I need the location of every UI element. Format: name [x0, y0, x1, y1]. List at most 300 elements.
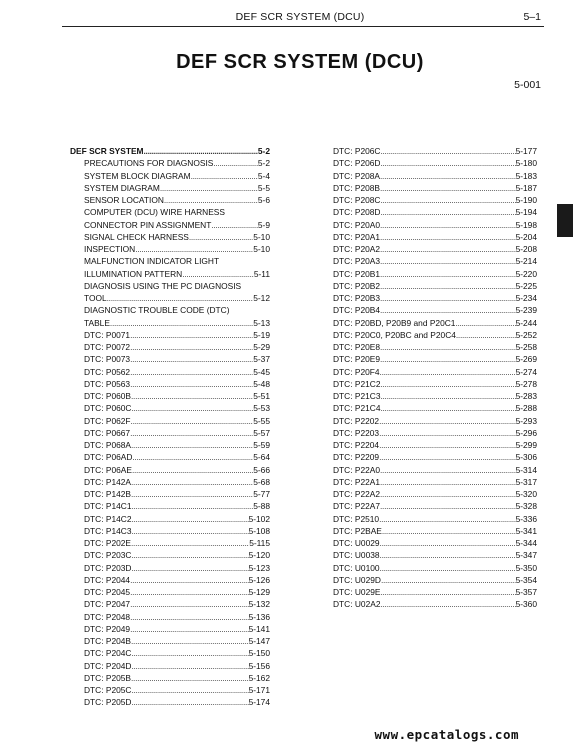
- toc-dot-leader: [131, 562, 248, 574]
- toc-entry-page: 5-150: [248, 648, 270, 659]
- toc-entry-page: 5-288: [515, 403, 537, 414]
- toc-entry[interactable]: [70, 500, 270, 512]
- toc-entry-page: 5-51: [253, 391, 270, 401]
- toc-entry-page: 5-234: [515, 293, 537, 303]
- toc-entry-label: DTC: P208B: [333, 182, 381, 193]
- toc-entry-label: DTC: U0038: [333, 550, 380, 561]
- toc-dot-leader: [380, 182, 516, 194]
- toc-dot-leader: [160, 182, 258, 194]
- toc-entry-label: SIGNAL CHECK HARNESS: [84, 231, 189, 242]
- toc-entry-page: 5-296: [515, 427, 537, 438]
- toc-entry-page: 5-187: [515, 182, 537, 193]
- toc-entry[interactable]: [70, 255, 270, 267]
- toc-entry-label: DTC: P203D: [84, 562, 132, 573]
- toc-dot-leader: [380, 562, 516, 574]
- toc-dot-leader: [380, 353, 516, 365]
- toc-entry[interactable]: [333, 206, 537, 218]
- toc-entry-page: 5-123: [248, 562, 270, 573]
- toc-entry[interactable]: [333, 464, 537, 476]
- toc-entry-page: 5-126: [248, 574, 270, 585]
- toc-dot-leader: [130, 378, 253, 390]
- toc-entry[interactable]: [333, 280, 537, 292]
- toc-entry[interactable]: [70, 243, 270, 255]
- toc-entry-label: DTC: P2BAE: [333, 525, 382, 536]
- toc-entry-label: COMPUTER (DCU) WIRE HARNESS: [84, 207, 225, 218]
- toc-entry[interactable]: [70, 390, 270, 402]
- toc-entry-label: DTC: P20A1: [333, 231, 381, 242]
- toc-entry[interactable]: [333, 598, 537, 610]
- toc-entry-label: DTC: P208A: [333, 170, 381, 181]
- toc-entry-page: 5-141: [248, 623, 270, 634]
- toc-entry-page: 5-5: [257, 182, 270, 193]
- toc-entry-page: 5-306: [515, 452, 537, 463]
- toc-entry[interactable]: [333, 329, 537, 341]
- toc-dot-leader: [131, 439, 253, 451]
- toc-entry[interactable]: [333, 451, 537, 463]
- toc-entry-page: 5-198: [515, 219, 537, 230]
- toc-entry-label: DTC: U02A2: [333, 599, 381, 610]
- toc-entry-label: DTC: P20BD, P20B9 and P20C1: [333, 317, 456, 328]
- toc-entry-label: DTC: P2209: [333, 452, 380, 463]
- toc-entry-label: DTC: P2204: [333, 440, 380, 450]
- toc-entry-label: DTC: P2202: [333, 415, 380, 426]
- toc-entry-label: DTC: P205D: [84, 697, 132, 708]
- toc-entry-page: 5-59: [253, 440, 270, 450]
- toc-entry-label: DTC: P2510: [333, 513, 380, 524]
- toc-entry-label: DTC: P21C4: [333, 403, 381, 414]
- toc-dot-leader: [380, 206, 515, 218]
- toc-entry-label: DTC: P14C2: [84, 513, 132, 524]
- toc-entry-label: DTC: P06AD: [84, 452, 133, 463]
- toc-entry[interactable]: [70, 206, 270, 218]
- toc-entry-label: DTC: P22A1: [333, 476, 381, 487]
- toc-entry-page: 5-328: [515, 501, 537, 512]
- toc-entry-page: 5-214: [515, 256, 537, 267]
- toc-entry-page: 5-317: [515, 476, 537, 487]
- toc-entry-page: 5-194: [515, 207, 537, 218]
- toc-entry[interactable]: [70, 317, 270, 329]
- toc-entry-label: DTC: P203C: [84, 550, 132, 561]
- toc-dot-leader: [380, 219, 516, 231]
- toc-entry-label: DTC: U0029: [333, 538, 380, 548]
- toc-entry[interactable]: [333, 402, 537, 414]
- toc-entry[interactable]: [70, 488, 270, 500]
- toc-entry[interactable]: [70, 562, 270, 574]
- toc-entry-page: 5-156: [248, 660, 270, 671]
- toc-dot-leader: [131, 647, 248, 659]
- toc-entry-label: DTC: P205B: [84, 672, 132, 683]
- toc-dot-leader: [131, 660, 248, 672]
- toc-dot-leader: [130, 341, 253, 353]
- toc-entry-label: DTC: P0071: [84, 329, 131, 340]
- chapter-side-tab: [557, 204, 573, 237]
- toc-entry[interactable]: [70, 329, 270, 341]
- toc-entry-label: DTC: P2047: [84, 599, 131, 610]
- toc-entry[interactable]: [333, 170, 537, 182]
- toc-entry-label: DTC: P20F4: [333, 366, 380, 377]
- toc-entry[interactable]: [70, 635, 270, 647]
- toc-entry-page: 5-336: [515, 513, 537, 524]
- toc-dot-leader: [132, 451, 253, 463]
- toc-entry[interactable]: [70, 366, 270, 378]
- toc-entry-page: 5-278: [515, 378, 537, 389]
- toc-entry-label: DTC: P0072: [84, 342, 131, 352]
- toc-entry[interactable]: [333, 574, 537, 586]
- toc-dot-leader: [130, 598, 248, 610]
- toc-entry[interactable]: [333, 145, 537, 157]
- toc-entry-page: 5-274: [515, 366, 537, 377]
- toc-entry-page: 5-252: [515, 329, 537, 340]
- toc-entry-page: 5-11: [253, 268, 270, 279]
- toc-dot-leader: [379, 451, 515, 463]
- toc-entry[interactable]: [70, 415, 270, 427]
- toc-dot-leader: [381, 574, 516, 586]
- toc-entry[interactable]: [333, 255, 537, 267]
- toc-entry-label: DTC: P20A3: [333, 256, 381, 267]
- toc-dot-leader: [380, 390, 515, 402]
- toc-dot-leader: [380, 194, 515, 206]
- toc-entry-page: 5-88: [253, 501, 270, 512]
- toc-entry-page: 5-320: [515, 489, 537, 499]
- toc-entry[interactable]: [70, 304, 270, 316]
- toc-entry[interactable]: [70, 341, 270, 353]
- toc-entry-label: DTC: P204C: [84, 648, 132, 659]
- toc-entry[interactable]: [70, 696, 270, 708]
- toc-entry-label: DTC: P20B4: [333, 305, 381, 316]
- toc-entry[interactable]: [333, 182, 537, 194]
- toc-entry[interactable]: [70, 574, 270, 586]
- toc-dot-leader: [379, 513, 515, 525]
- toc-dot-leader: [380, 402, 515, 414]
- toc-entry-label: DTC: P20E9: [333, 354, 381, 365]
- toc-entry-label: SENSOR LOCATION: [84, 195, 164, 205]
- toc-entry-page: 5-48: [253, 378, 270, 389]
- toc-entry-label: DTC: P202E: [84, 538, 132, 548]
- toc-dot-leader: [213, 157, 258, 169]
- toc-entry-label: TOOL: [84, 293, 107, 303]
- toc-entry[interactable]: [333, 341, 537, 353]
- toc-dot-leader: [135, 243, 253, 255]
- toc-entry-label: DTC: P20B2: [333, 280, 381, 291]
- toc-dot-leader: [211, 219, 258, 231]
- toc-entry-label: DTC: P0562: [84, 366, 131, 377]
- toc-entry-page: 5-12: [253, 293, 270, 303]
- toc-entry[interactable]: [70, 268, 270, 280]
- toc-entry-page: 5-120: [248, 550, 270, 561]
- toc-entry[interactable]: [70, 427, 270, 439]
- section-code: 5-001: [514, 79, 541, 91]
- toc-entry-label: DTC: P21C3: [333, 391, 381, 401]
- toc-entry-page: 5-190: [515, 195, 537, 205]
- toc-entry[interactable]: [70, 280, 270, 292]
- toc-entry-label: DTC: U0100: [333, 562, 380, 573]
- toc-dot-leader: [131, 390, 253, 402]
- toc-dot-leader: [131, 635, 249, 647]
- toc-entry[interactable]: [333, 219, 537, 231]
- toc-entry-page: 5-357: [515, 587, 537, 597]
- toc-dot-leader: [131, 476, 253, 488]
- toc-dot-leader: [380, 280, 516, 292]
- toc-entry-page: 5-354: [515, 574, 537, 585]
- toc-entry[interactable]: [70, 684, 270, 696]
- toc-entry-label: DTC: P0073: [84, 354, 131, 365]
- toc-entry-label: DTC: P20A0: [333, 219, 381, 230]
- toc-entry-label: PRECAUTIONS FOR DIAGNOSIS: [84, 158, 214, 169]
- toc-entry[interactable]: [333, 268, 537, 280]
- toc-entry-page: 5-136: [248, 611, 270, 622]
- toc-entry-label: TABLE: [84, 317, 110, 328]
- toc-entry-label: DTC: P2044: [84, 574, 131, 585]
- toc-entry[interactable]: [70, 537, 270, 549]
- toc-entry-page: 5-204: [515, 231, 537, 242]
- toc-entry-label: DTC: P2203: [333, 427, 380, 438]
- toc-entry[interactable]: [70, 170, 270, 182]
- toc-entry[interactable]: [70, 194, 270, 206]
- toc-entry-label: DIAGNOSIS USING THE PC DIAGNOSIS: [84, 280, 242, 291]
- toc-dot-leader: [130, 427, 253, 439]
- toc-entry-label: DTC: P14C3: [84, 525, 132, 536]
- toc-dot-leader: [130, 366, 253, 378]
- toc-entry[interactable]: [70, 476, 270, 488]
- toc-entry[interactable]: [70, 598, 270, 610]
- toc-dot-leader: [131, 684, 248, 696]
- toc-dot-leader: [131, 696, 248, 708]
- toc-dot-leader: [380, 304, 516, 316]
- toc-dot-leader: [130, 623, 248, 635]
- toc-entry-page: 5-183: [515, 170, 537, 181]
- toc-entry-page: 5-174: [248, 697, 270, 708]
- toc-entry-label: DTC: P208C: [333, 195, 381, 205]
- toc-dot-leader: [131, 672, 249, 684]
- toc-entry[interactable]: [333, 500, 537, 512]
- toc-dot-leader: [380, 255, 516, 267]
- toc-entry-label: DTC: P20E8: [333, 342, 381, 352]
- toc-dot-leader: [380, 586, 515, 598]
- toc-dot-leader: [107, 292, 254, 304]
- toc-entry-page: 5-2: [257, 146, 270, 156]
- toc-entry[interactable]: [70, 549, 270, 561]
- toc-entry[interactable]: [333, 304, 537, 316]
- toc-entry-page: 5-4: [257, 170, 270, 181]
- toc-entry-label: DTC: P142B: [84, 489, 132, 499]
- toc-entry-page: 5-10: [253, 244, 270, 254]
- toc-entry[interactable]: [333, 231, 537, 243]
- toc-entry[interactable]: [333, 415, 537, 427]
- toc-entry[interactable]: [333, 292, 537, 304]
- toc-entry-page: 5-225: [515, 280, 537, 291]
- toc-entry-label: DTC: P206C: [333, 146, 381, 156]
- toc-entry[interactable]: [333, 194, 537, 206]
- toc-dot-leader: [130, 574, 248, 586]
- toc-entry[interactable]: [333, 537, 537, 549]
- toc-entry[interactable]: [70, 378, 270, 390]
- toc-dot-leader: [380, 549, 516, 561]
- toc-entry-label: SYSTEM DIAGRAM: [84, 182, 160, 193]
- toc-dot-leader: [455, 317, 515, 329]
- toc-entry-page: 5-244: [515, 317, 537, 328]
- toc-entry-label: DTC: P2048: [84, 611, 131, 622]
- toc-entry-page: 5-299: [515, 440, 537, 450]
- toc-entry[interactable]: [70, 611, 270, 623]
- footer-watermark: www.epcatalogs.com: [374, 727, 519, 742]
- toc-entry[interactable]: [333, 525, 537, 537]
- toc-entry-label: DTC: P205C: [84, 685, 132, 695]
- toc-entry-label: DTC: P204D: [84, 660, 132, 671]
- toc-dot-leader: [380, 243, 516, 255]
- toc-entry-page: 5-239: [515, 305, 537, 316]
- toc-entry[interactable]: [70, 439, 270, 451]
- toc-entry-page: 5-258: [515, 342, 537, 352]
- toc-entry[interactable]: [70, 231, 270, 243]
- toc-entry-page: 5-6: [257, 195, 270, 205]
- toc-entry[interactable]: [333, 513, 537, 525]
- toc-entry[interactable]: [70, 402, 270, 414]
- toc-entry-page: 5-177: [515, 146, 537, 156]
- toc-entry-page: 5-208: [515, 244, 537, 254]
- toc-entry-label: DTC: P06AE: [84, 464, 132, 475]
- toc-entry-label: DTC: P22A0: [333, 464, 381, 475]
- toc-dot-leader: [382, 525, 516, 537]
- toc-entry-page: 5-37: [253, 354, 270, 365]
- toc-entry[interactable]: [70, 513, 270, 525]
- toc-entry-page: 5-77: [253, 489, 270, 499]
- toc-entry[interactable]: [333, 243, 537, 255]
- toc-entry-page: 5-347: [515, 550, 537, 561]
- toc-dot-leader: [130, 329, 253, 341]
- toc-entry-page: 5-220: [515, 268, 537, 279]
- toc-entry-label: DTC: U029D: [333, 574, 381, 585]
- toc-dot-leader: [380, 500, 516, 512]
- page-title: DEF SCR SYSTEM (DCU): [176, 51, 424, 73]
- toc-entry-page: 5-9: [257, 219, 270, 230]
- toc-dot-leader: [131, 549, 248, 561]
- toc-entry-page: 5-68: [253, 476, 270, 487]
- toc-entry-label: DTC: P21C2: [333, 378, 381, 389]
- toc-dot-leader: [380, 268, 516, 280]
- toc-dot-leader: [164, 194, 258, 206]
- toc-entry-label: DTC: P20B1: [333, 268, 381, 279]
- toc-entry-label: DTC: P0667: [84, 427, 131, 438]
- toc-dot-leader: [380, 488, 516, 500]
- toc-entry[interactable]: [70, 672, 270, 684]
- toc-entry[interactable]: [70, 451, 270, 463]
- toc-entry[interactable]: [70, 586, 270, 598]
- toc-entry-label: CONNECTOR PIN ASSIGNMENT: [84, 219, 212, 230]
- toc-entry[interactable]: [70, 219, 270, 231]
- toc-entry-page: 5-45: [253, 366, 270, 377]
- toc-entry[interactable]: [70, 623, 270, 635]
- toc-dot-leader: [379, 427, 515, 439]
- toc-entry[interactable]: [333, 562, 537, 574]
- toc-dot-leader: [380, 464, 516, 476]
- toc-entry-page: 5-10: [253, 231, 270, 242]
- toc-entry[interactable]: [70, 353, 270, 365]
- toc-entry[interactable]: [333, 549, 537, 561]
- toc-entry[interactable]: [333, 353, 537, 365]
- toc-entry[interactable]: [70, 157, 270, 169]
- running-header-title: DEF SCR SYSTEM (DCU): [235, 11, 365, 23]
- toc-entry[interactable]: [70, 525, 270, 537]
- toc-entry[interactable]: [70, 182, 270, 194]
- toc-entry-page: 5-350: [515, 562, 537, 573]
- toc-entry-label: DTC: P22A2: [333, 489, 381, 499]
- toc-entry-page: 5-64: [253, 452, 270, 463]
- toc-entry[interactable]: [333, 476, 537, 488]
- toc-entry-label: DTC: P204B: [84, 636, 132, 646]
- toc-dot-leader: [380, 231, 516, 243]
- toc-entry-label: MALFUNCTION INDICATOR LIGHT: [84, 256, 220, 267]
- toc-entry-page: 5-180: [515, 158, 537, 169]
- toc-entry-page: 5-53: [253, 403, 270, 414]
- toc-entry-page: 5-162: [248, 672, 270, 683]
- toc-entry[interactable]: [333, 427, 537, 439]
- toc-entry-label: DTC: P060B: [84, 391, 132, 401]
- toc-entry[interactable]: [333, 378, 537, 390]
- toc-dot-leader: [379, 439, 515, 451]
- toc-entry-page: 5-13: [253, 317, 270, 328]
- toc-entry[interactable]: [70, 660, 270, 672]
- toc-left-column: [70, 145, 270, 709]
- toc-dot-leader: [144, 145, 258, 157]
- toc-entry-label: DTC: P0563: [84, 378, 131, 389]
- toc-entry[interactable]: [333, 488, 537, 500]
- toc-dot-leader: [131, 513, 248, 525]
- toc-dot-leader: [130, 353, 253, 365]
- toc-dot-leader: [130, 586, 248, 598]
- toc-entry[interactable]: [333, 439, 537, 451]
- toc-entry-label: DTC: P20B3: [333, 293, 381, 303]
- toc-entry-page: 5-129: [248, 587, 270, 597]
- toc-entry-page: 5-115: [249, 538, 270, 548]
- toc-entry[interactable]: [70, 647, 270, 659]
- toc-entry-page: 5-57: [253, 427, 270, 438]
- running-header-page-number: 5–1: [523, 11, 541, 23]
- toc-entry-page: 5-132: [248, 599, 270, 610]
- toc-entry-label: DIAGNOSTIC TROUBLE CODE (DTC): [84, 305, 230, 316]
- toc-dot-leader: [380, 366, 516, 378]
- toc-entry[interactable]: [70, 145, 270, 157]
- toc-entry[interactable]: [333, 366, 537, 378]
- toc-dot-leader: [131, 488, 253, 500]
- toc-dot-leader: [191, 170, 258, 182]
- toc-entry[interactable]: [70, 292, 270, 304]
- toc-dot-leader: [132, 464, 253, 476]
- toc-dot-leader: [380, 341, 516, 353]
- toc-entry-label: DTC: P060C: [84, 403, 132, 414]
- toc-entry-page: 5-55: [253, 415, 270, 426]
- toc-entry-label: INSPECTION: [84, 244, 136, 254]
- toc-entry-label: DTC: P2045: [84, 587, 131, 597]
- toc-entry-label: DTC: P22A7: [333, 501, 381, 512]
- toc-entry-page: 5-269: [515, 354, 537, 365]
- toc-entry-label: ILLUMINATION PATTERN: [84, 268, 183, 279]
- toc-entry[interactable]: [333, 586, 537, 598]
- toc-dot-leader: [380, 145, 515, 157]
- toc-entry-page: 5-2: [257, 158, 270, 169]
- toc-entry-page: 5-293: [515, 415, 537, 426]
- toc-entry-page: 5-108: [248, 525, 270, 536]
- toc-entry-page: 5-344: [515, 538, 537, 548]
- toc-entry-label: DTC: P208D: [333, 207, 381, 218]
- header-rule: [62, 26, 544, 27]
- toc-dot-leader: [189, 231, 253, 243]
- toc-entry[interactable]: [333, 157, 537, 169]
- toc-dot-leader: [380, 170, 516, 182]
- toc-dot-leader: [379, 415, 515, 427]
- toc-entry[interactable]: [333, 390, 537, 402]
- toc-entry[interactable]: [70, 464, 270, 476]
- toc-entry[interactable]: [333, 317, 537, 329]
